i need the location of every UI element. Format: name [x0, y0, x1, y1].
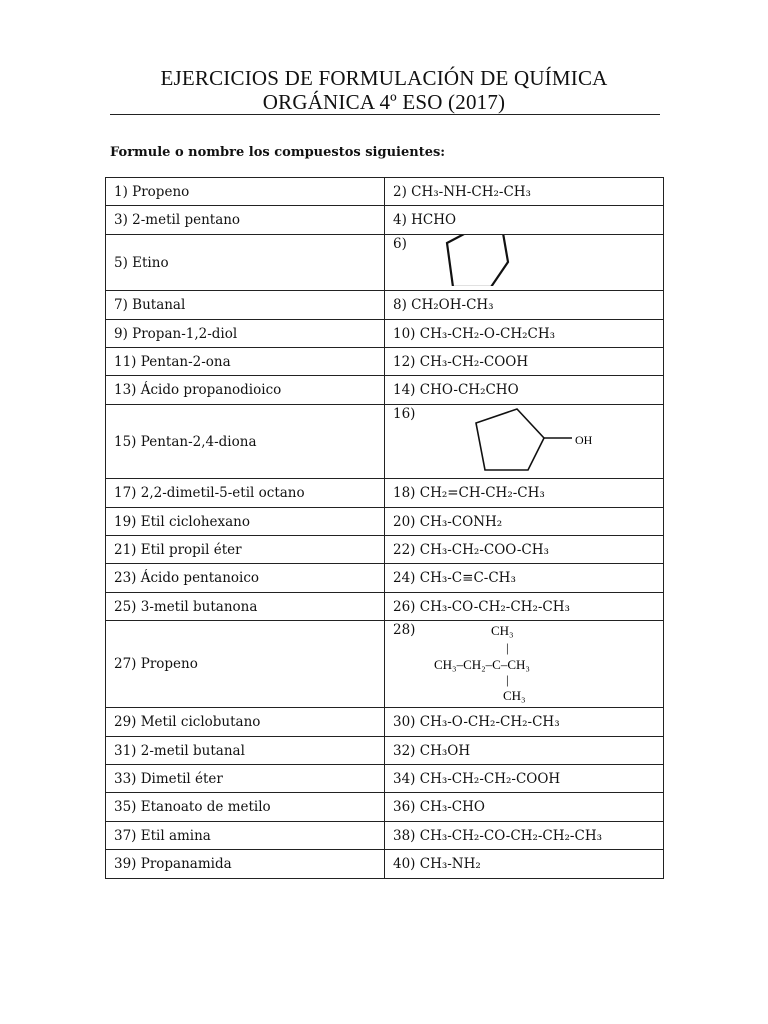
table-row	[106, 376, 664, 405]
document-title	[110, 66, 658, 114]
exercise-cell: 39) Propanamida	[106, 850, 385, 879]
exercise-cell: 11) Pentan-2-ona	[106, 348, 385, 376]
cyclopentanol-structure	[393, 405, 664, 474]
table-row	[106, 564, 664, 593]
title-line-2: ORGÁNICA 4º ESO (2017)	[262, 90, 506, 114]
structure-bottom-methyl: CH₃	[503, 688, 526, 703]
table-row	[106, 508, 664, 536]
table-row	[106, 178, 664, 206]
exercise-cell: 5) Etino	[106, 235, 385, 291]
table-row	[106, 536, 664, 564]
exercise-number: 6)	[393, 236, 407, 252]
exercise-cell: 12) CH₃-CH₂-COOH	[385, 348, 664, 376]
exercise-cell: 10) CH₃-CH₂-O-CH₂CH₃	[385, 320, 664, 348]
table-row	[106, 235, 664, 291]
exercise-cell: 32) CH₃OH	[385, 737, 664, 765]
exercise-cell: 31) 2-metil butanal	[106, 737, 385, 765]
table-row	[106, 593, 664, 621]
branched-alkane-structure	[393, 621, 664, 703]
exercise-cell: 21) Etil propil éter	[106, 536, 385, 564]
oh-label: OH	[575, 433, 593, 447]
instruction-text: Formule o nombre los compuestos siguientes:	[110, 145, 446, 160]
exercise-cell: 7) Butanal	[106, 291, 385, 320]
table-row	[106, 348, 664, 376]
exercise-cell: 19) Etil ciclohexano	[106, 508, 385, 536]
exercise-cell: 26) CH₃-CO-CH₂-CH₂-CH₃	[385, 593, 664, 621]
exercise-cell: 38) CH₃-CH₂-CO-CH₂-CH₂-CH₃	[385, 822, 664, 850]
table-row	[106, 793, 664, 822]
exercise-cell: 25) 3-metil butanona	[106, 593, 385, 621]
table-row	[106, 822, 664, 850]
table-row	[106, 320, 664, 348]
exercise-cell: 34) CH₃-CH₂-CH₂-COOH	[385, 765, 664, 793]
exercise-number: 28)	[393, 622, 416, 638]
exercise-cell: 15) Pentan-2,4-diona	[106, 405, 385, 479]
structure-top-methyl: CH₃	[491, 623, 514, 638]
table-row	[106, 479, 664, 508]
exercise-cell: 27) Propeno	[106, 621, 385, 708]
exercise-cell: 1) Propeno	[106, 178, 385, 206]
exercise-number: 16)	[393, 406, 416, 422]
exercise-cell: 22) CH₃-CH₂-COO-CH₃	[385, 536, 664, 564]
exercise-cell: 23) Ácido pentanoico	[106, 564, 385, 593]
exercise-cell-structure	[385, 621, 664, 708]
exercise-cell: 13) Ácido propanodioico	[106, 376, 385, 405]
exercise-cell: 36) CH₃-CHO	[385, 793, 664, 822]
exercise-cell: 3) 2-metil pentano	[106, 206, 385, 235]
exercise-cell-structure	[385, 235, 664, 291]
exercise-cell: 9) Propan-1,2-diol	[106, 320, 385, 348]
exercise-cell: 18) CH₂=CH-CH₂-CH₃	[385, 479, 664, 508]
exercise-cell: 29) Metil ciclobutano	[106, 708, 385, 737]
title-rule	[110, 114, 660, 115]
exercise-cell: 17) 2,2-dimetil-5-etil octano	[106, 479, 385, 508]
cyclohexane-structure	[393, 235, 664, 286]
structure-top-bond: |	[506, 640, 509, 655]
table-row	[106, 737, 664, 765]
table-row	[106, 850, 664, 879]
exercise-cell: 24) CH₃-C≡C-CH₃	[385, 564, 664, 593]
exercise-cell: 33) Dimetil éter	[106, 765, 385, 793]
table-row	[106, 405, 664, 479]
exercise-table	[105, 177, 664, 879]
table-row	[106, 291, 664, 320]
exercise-cell-structure	[385, 405, 664, 479]
exercise-cell: 14) CHO-CH₂CHO	[385, 376, 664, 405]
exercise-cell: 2) CH₃-NH-CH₂-CH₃	[385, 178, 664, 206]
exercise-cell: 8) CH₂OH-CH₃	[385, 291, 664, 320]
structure-bottom-bond: |	[506, 672, 509, 687]
exercise-cell: 20) CH₃-CONH₂	[385, 508, 664, 536]
exercise-cell: 40) CH₃-NH₂	[385, 850, 664, 879]
structure-main-chain: CH₃–CH₂–C–CH₃	[434, 657, 530, 672]
title-line-1: EJERCICIOS DE FORMULACIÓN DE QUÍMICA	[160, 66, 608, 90]
table-row	[106, 206, 664, 235]
exercise-cell: 30) CH₃-O-CH₂-CH₂-CH₃	[385, 708, 664, 737]
exercise-cell: 4) HCHO	[385, 206, 664, 235]
table-row	[106, 708, 664, 737]
table-row	[106, 765, 664, 793]
table-row	[106, 621, 664, 708]
exercise-cell: 35) Etanoato de metilo	[106, 793, 385, 822]
exercise-cell: 37) Etil amina	[106, 822, 385, 850]
